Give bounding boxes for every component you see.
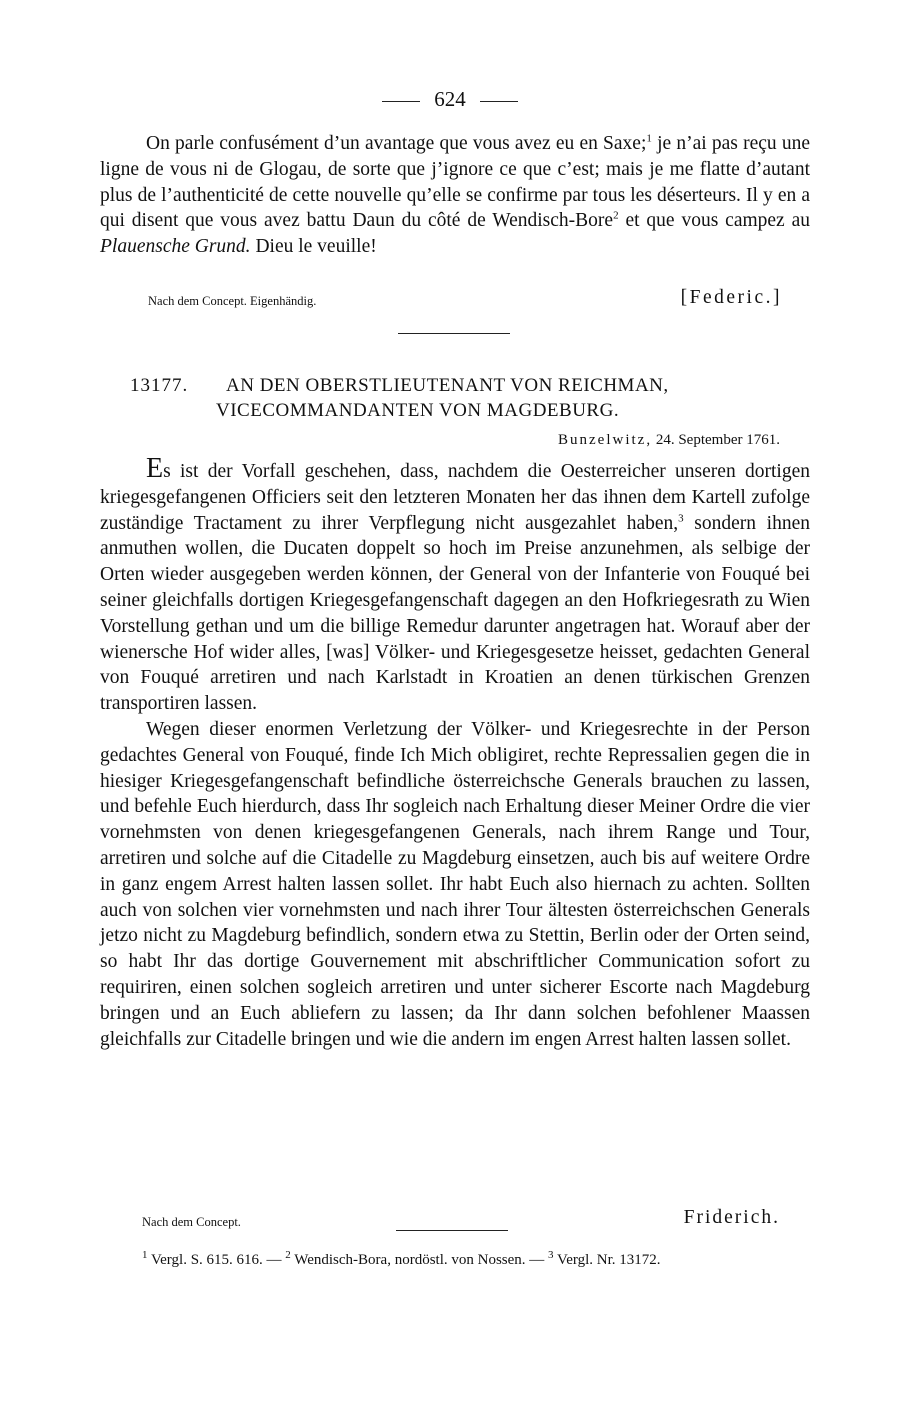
letter-paragraph-1-text: s ist der Vorfall geschehen, dass, nachdem die Oesterreicher unseren dortigen kriegesgefangenen Officiers seit den letzteren Monaten her das ihnen dem Kartell zufolge zuständige Tractament zu ihrer Verpflegung nicht ausgezahlet haben,$^3$ sondern ihnen anmuthen wollen, die Ducaten doppelt so hoch im Preise anzunehmen, als selbige der Orten wieder ausgegeben werden können, der General von der Infanterie von Fouqué bei seiner gleichfalls dortigen Kriegesgefangenschaft dagegen an den Hofkriegesrath zu Wien Vorstellung gethan und um die billige Remedur darunter angetragen hat. Worauf aber der wienersche Hof wider alles, [was] Völker- und Kriegesgesetze heisset, gedachten General von Fouqué arretiren und nach Karlstadt in Kroatien an denen türkischen Grenzen transportiren lassen. [100, 461, 810, 715]
page-number: 624 [434, 87, 466, 111]
letter-heading [130, 373, 810, 423]
letter-body [100, 453, 810, 1052]
letter-signature: Friderich. [683, 1207, 780, 1228]
letter-dateline [558, 429, 780, 451]
letter-date: 24. September 1761. [655, 432, 780, 448]
previous-letter-paragraph: On parle confusément d’un avantage que vous avez eu en Saxe;$^1$ je n’ai pas reçu une ligne de vous ni de Glogau, de sorte que j’ignore ce que c’est; mais je me flatte d’autant plus de l’authenticité de cette nouvelle qu’elle se confirme par tous les déserteurs. Il y en a qui disent que vous avez battu Daun du côté de Wendisch-Bore$^2$ et que vous campez au Plauensche Grund. Dieu le veuille! [100, 132, 810, 258]
letter-place: Bunzelwitz, [558, 432, 653, 448]
initial-letter: E [146, 453, 164, 484]
footnotes: $^1$ Vergl. S. 615. 616. — $^2$ Wendisch-Bora, nordöstl. von Nossen. — $^3$ Vergl. Nr. 13172. [142, 1249, 661, 1268]
letter-paragraph-1 [100, 453, 810, 717]
letter-number: 13177. [130, 375, 189, 396]
page-header [0, 84, 900, 114]
previous-letter-ending [100, 131, 810, 260]
previous-letter-source-note: Nach dem Concept. Eigenhändig. [148, 294, 317, 308]
letter-heading-line-1 [130, 373, 810, 398]
header-dash-left [382, 101, 420, 102]
letter-source-note: Nach dem Concept. [142, 1215, 241, 1229]
previous-letter-signature: [Federic.] [680, 287, 782, 308]
footnote-divider [396, 1230, 508, 1231]
letter-addressee: AN DEN OBERSTLIEUTENANT VON REICHMAN, [226, 375, 669, 396]
header-dash-right [480, 101, 518, 102]
letter-heading-line-2: VICECOMMANDANTEN VON MAGDEBURG. [216, 400, 620, 421]
letter-paragraph-2: Wegen dieser enormen Verletzung der Völker- und Kriegesrechte in der Person gedachtes General von Fouqué, finde Ich Mich obligiret, rechte Repressalien gegen die in hiesiger Kriegesgefangenschaft befindliche österreichsche Generals brauchen zu lassen, und befehle Euch hierdurch, dass Ihr sogleich nach Erhaltung dieser Meiner Ordre die vier vornehmsten von denen kriegesgefangenen Generals, nach ihrem Range und Tour, arretiren und solche auf die Citadelle zu Magdeburg einsetzen, auch bis auf weitere Ordre in ganz engem Arrest halten lassen sollet. Ihr habt Euch also hiernach zu achten. Sollten auch von solchen vier vornehmsten und nach ihrer Tour ältesten österreichschen Generals jetzo nicht zu Magdeburg befindlich, sondern etwa zu Stettin, Berlin oder der Orten seind, so habt Ihr das dortige Gouvernement mit abschriftlicher Communication sofort zu requiriren, einen solchen sogleich arretiren und unter sicherer Escorte nach Magdeburg bringen und an Euch abliefern zu lassen; da Ihr dann solchen befohlener Maassen gleichfalls zur Citadelle bringen und wie die andern im engen Arrest halten lassen sollet. [100, 718, 810, 1050]
section-divider [398, 333, 510, 334]
